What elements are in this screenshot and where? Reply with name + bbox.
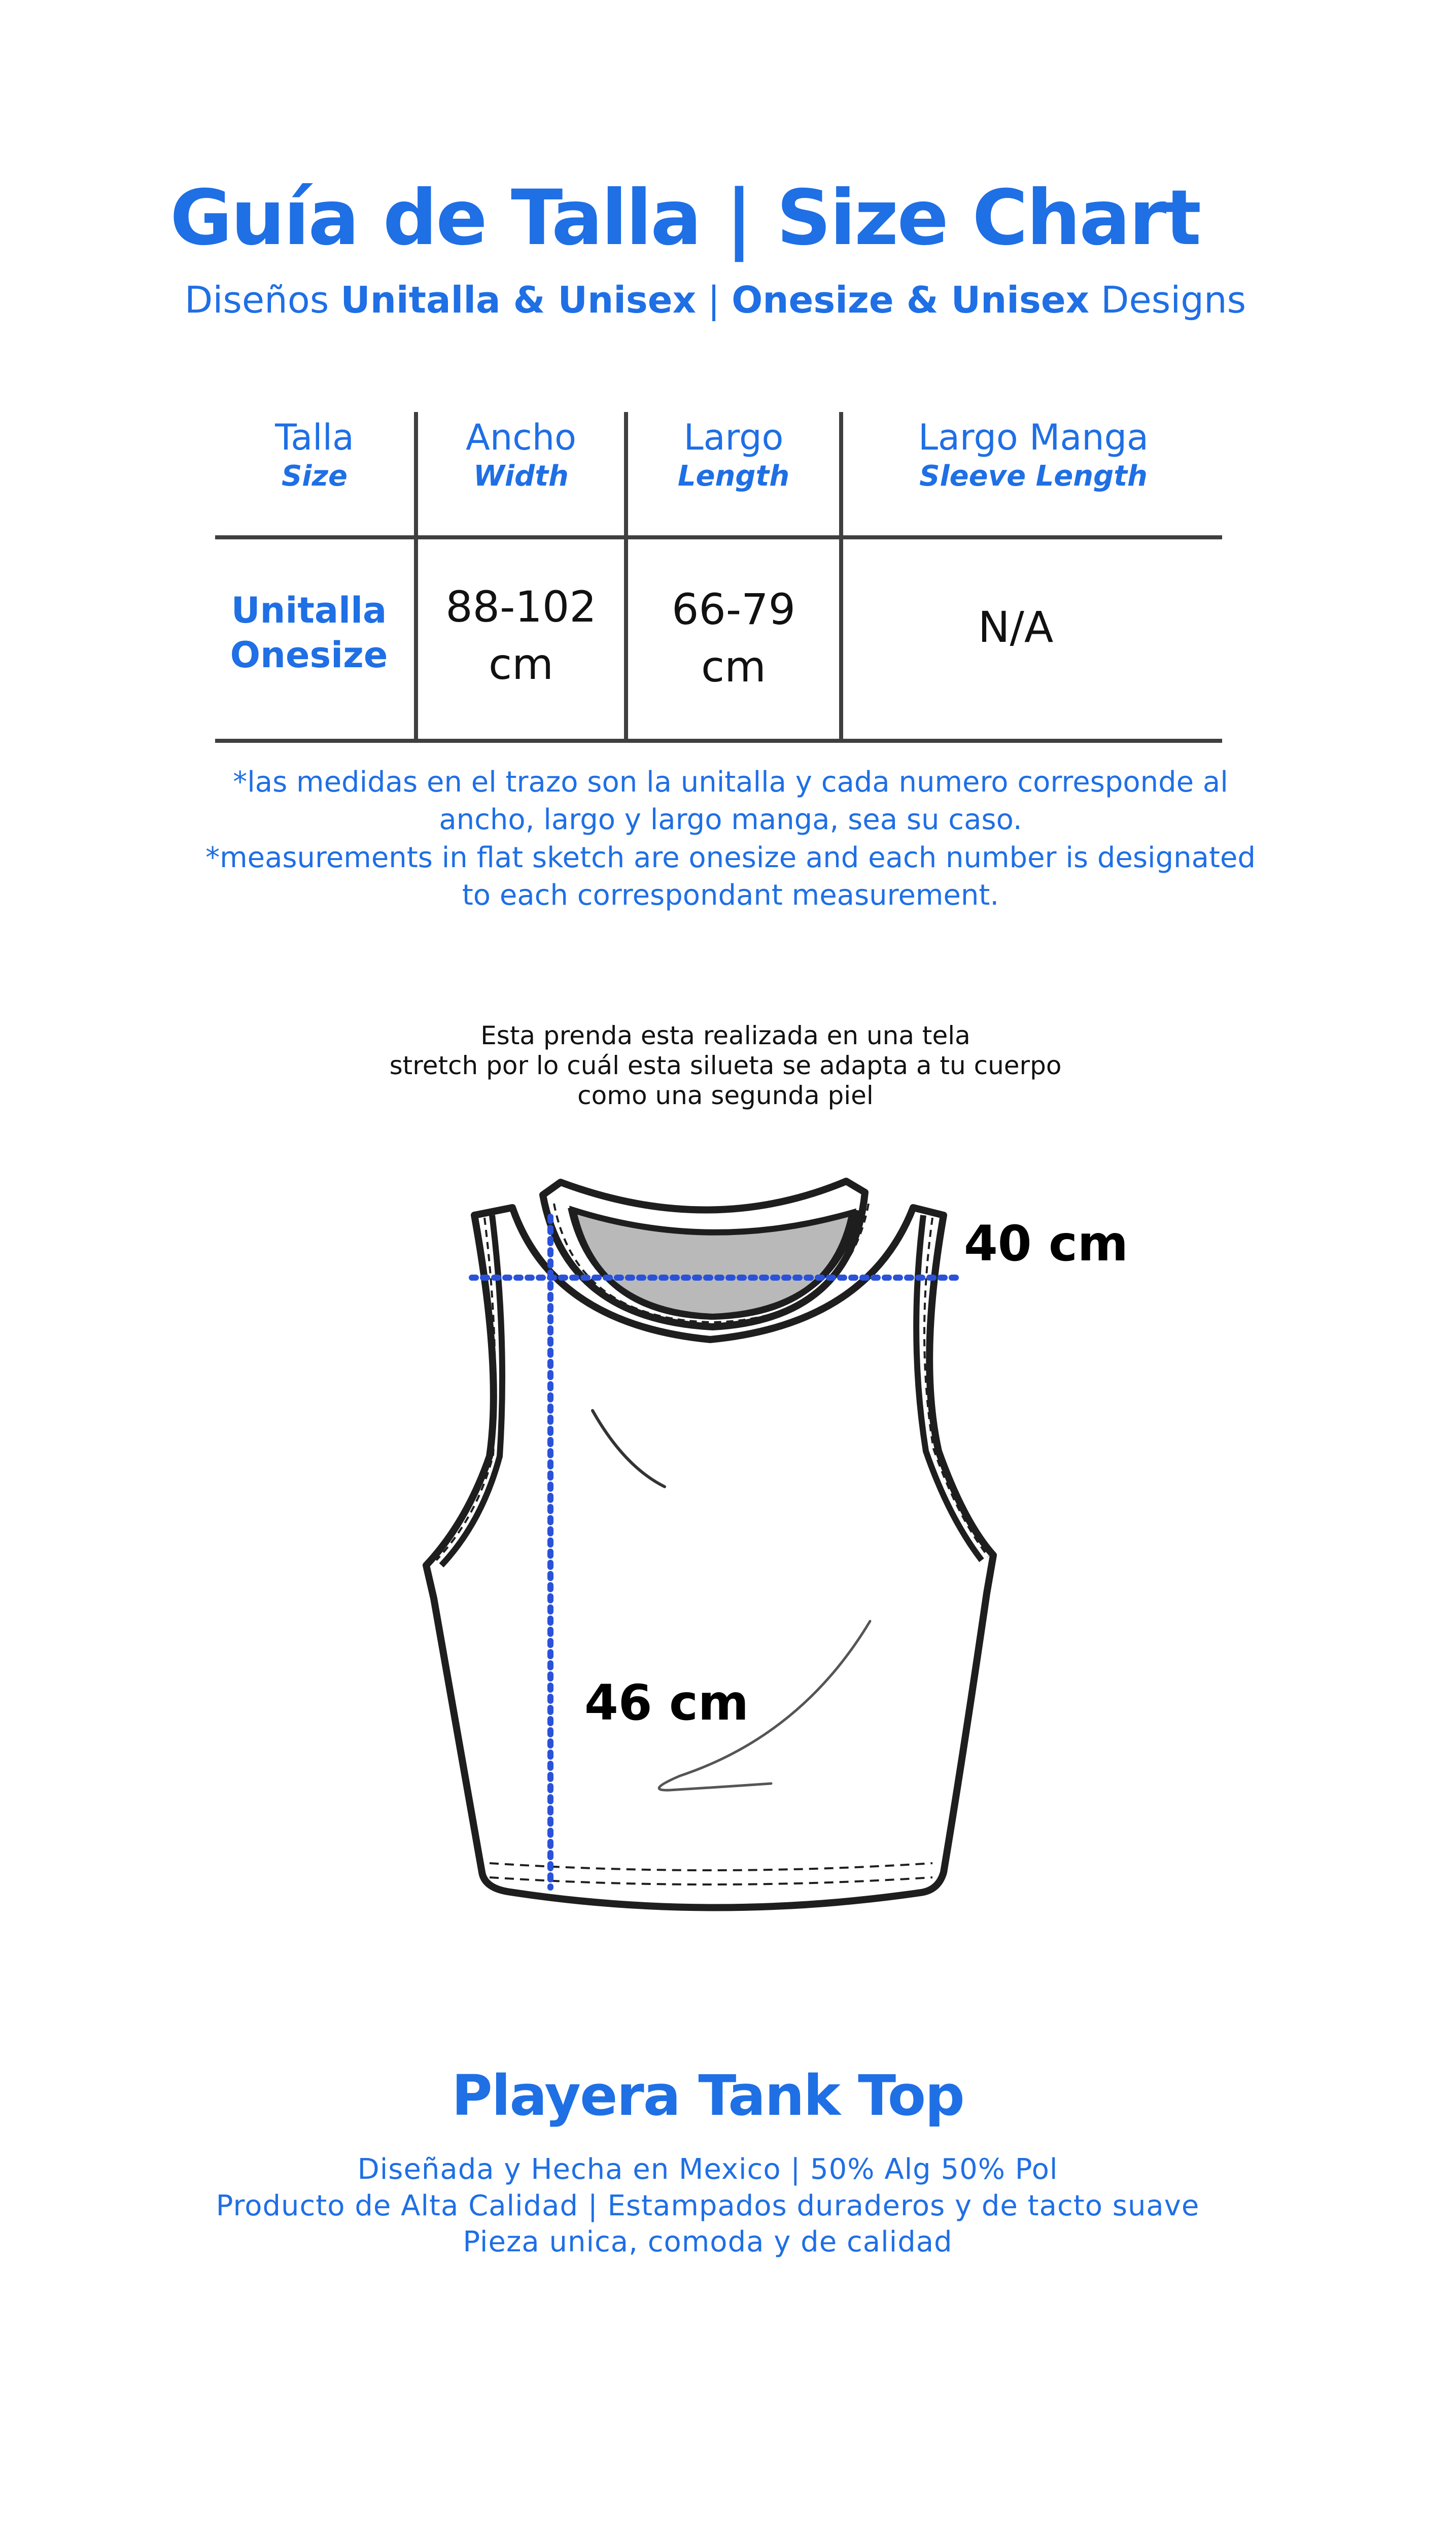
subtitle-unitalla: Unitalla & Unisex [340, 279, 697, 321]
note-en-line1: *measurements in flat sketch are onesize and each number is designated [205, 841, 1256, 874]
header-width [418, 416, 624, 494]
width-unit: cm [488, 639, 553, 690]
tank-top-flat-sketch [396, 1167, 1167, 1938]
table-column-divider [414, 412, 418, 743]
size-cell-es: Unitalla [231, 590, 387, 631]
sleeve-cell: N/A [978, 602, 1054, 652]
length-measurement-label: 46 cm [584, 1674, 749, 1731]
header-sleeve-es: Largo Manga [918, 417, 1149, 458]
page-title: Guía de Talla | Size Chart [169, 174, 1200, 262]
header-length-en: Length [677, 460, 790, 493]
subtitle-pre: Diseños [184, 279, 341, 321]
measurement-notes [193, 764, 1268, 915]
header-size-en: Size [281, 460, 348, 493]
product-title: Playera Tank Top [452, 2063, 964, 2128]
product-line3: Pieza unica, comoda y de calidad [463, 2225, 953, 2259]
table-bottom-rule [215, 739, 1222, 743]
note-en-line2: to each correspondant measurement. [462, 879, 999, 912]
header-width-en: Width [473, 460, 569, 493]
subtitle-post: Designs [1089, 279, 1246, 321]
width-cell [418, 578, 624, 694]
length-value: 66-79 [671, 585, 796, 634]
product-line1: Diseñada y Hecha en Mexico | 50% Alg 50% Pol [357, 2153, 1058, 2186]
page-subtitle [0, 279, 1431, 321]
header-sleeve-en: Sleeve Length [919, 460, 1148, 493]
note-es-line2: ancho, largo y largo manga, sea su caso. [439, 803, 1022, 837]
header-width-es: Ancho [466, 417, 576, 458]
header-length [628, 416, 839, 494]
product-line2: Producto de Alta Calidad | Estampados duraderos y de tacto suave [216, 2189, 1200, 2222]
table-header-divider [215, 535, 1222, 539]
subtitle-separator: | [696, 279, 732, 321]
header-sleeve-length [843, 416, 1224, 494]
fabric-line1: Esta prenda esta realizada en una tela [480, 1021, 970, 1050]
table-column-divider [624, 412, 628, 743]
fabric-note [330, 1021, 1121, 1111]
size-cell [215, 589, 403, 677]
header-length-es: Largo [683, 417, 784, 458]
note-es-line1: *las medidas en el trazo son la unitalla y cada numero corresponde al [233, 766, 1228, 799]
length-unit: cm [701, 642, 766, 692]
product-description [0, 2151, 1415, 2260]
header-size [215, 416, 414, 494]
subtitle-onesize: Onesize & Unisex [732, 279, 1090, 321]
size-cell-en: Onesize [230, 634, 388, 676]
length-cell [628, 581, 839, 696]
width-measurement-label: 40 cm [964, 1215, 1128, 1272]
header-size-es: Talla [275, 417, 354, 458]
width-value: 88-102 [445, 582, 597, 632]
fabric-line2: stretch por lo cuál esta silueta se adapta a tu cuerpo [389, 1051, 1062, 1080]
fabric-line3: como una segunda piel [577, 1081, 874, 1110]
table-column-divider [839, 412, 843, 743]
